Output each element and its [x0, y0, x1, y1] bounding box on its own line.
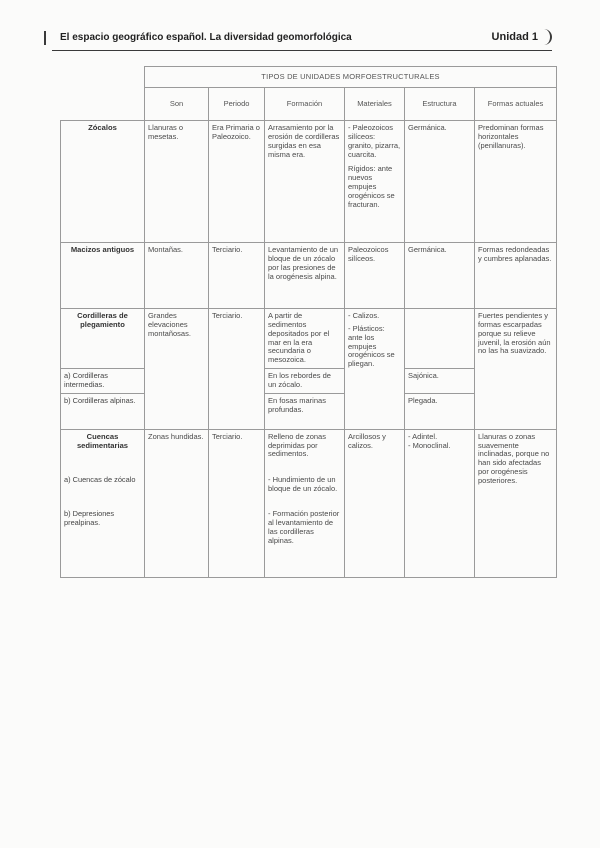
group-title: TIPOS DE UNIDADES MORFOESTRUCTURALES [145, 67, 557, 88]
cell-cuencas-periodo: Terciario. [209, 429, 265, 577]
row-label-cuencas-zocalo: a) Cuencas de zócalo [61, 473, 145, 507]
col-header-formacion: Formación [265, 88, 345, 121]
col-header-formas: Formas actuales [475, 88, 557, 121]
cell-cuencas-formacion: Relleno de zonas deprimidas por sedimentos. [265, 429, 345, 473]
cell-alpinas-formacion: En fosas marinas profundas. [265, 393, 345, 429]
page-header [52, 28, 552, 51]
group-header-row [61, 67, 557, 88]
cell-zocalos-estructura: Germánica. [405, 121, 475, 243]
morphostructure-table-container [60, 66, 556, 578]
cell-cuencas-son: Zonas hundidas. [145, 429, 209, 577]
cell-zocalos-son: Llanuras o mesetas. [145, 121, 209, 243]
row-label-macizos: Macizos antiguos [61, 243, 145, 309]
cell-zocalos-periodo: Era Primaria o Paleozoico. [209, 121, 265, 243]
page-title: El espacio geográfico español. La diversidad geomorfológica [60, 32, 352, 43]
table-row-cuencas [61, 429, 557, 473]
cell-macizos-formacion: Levantamiento de un bloque de un zócalo por las presiones de la orogénesis alpina. [265, 243, 345, 309]
cell-intermedias-estructura: Sajónica. [405, 369, 475, 394]
cell-macizos-periodo: Terciario. [209, 243, 265, 309]
table-row-macizos [61, 243, 557, 309]
header-bracket-mark [44, 31, 49, 45]
header-curl-mark [542, 29, 552, 45]
cell-cuencas-estructura [405, 429, 475, 577]
cell-macizos-estructura: Germánica. [405, 243, 475, 309]
cell-cordilleras-formas: Fuertes pendientes y formas escarpadas porque su relieve juvenil, la erosión aún no las ha suavizado. [475, 309, 557, 430]
cell-zocalos-formacion: Arrasamiento por la erosión de cordilleras surgidas en esa misma era. [265, 121, 345, 243]
row-label-depresiones-prealpinas: b) Depresiones prealpinas. [61, 507, 145, 577]
cell-cuencas-formas: Llanuras o zonas suavemente inclinadas, porque no han sido afectadas por orogénesis posteriores. [475, 429, 557, 577]
cell-zocalos-formas: Predominan formas horizontales (penillanuras). [475, 121, 557, 243]
cell-macizos-son: Montañas. [145, 243, 209, 309]
cell-cordilleras-formacion: A partir de sedimentos depositados por el mar en la era secundaria o mesozoica. [265, 309, 345, 369]
estructura-cuencas-2: - Monoclinal. [408, 440, 451, 450]
cell-cordilleras-periodo: Terciario. [209, 309, 265, 430]
cell-cuencas-materiales: Arcillosos y calizos. [345, 429, 405, 577]
table-row-cordilleras [61, 309, 557, 369]
cell-cordilleras-materiales [345, 309, 405, 430]
col-header-materiales: Materiales [345, 88, 405, 121]
cell-cuencas-zocalo-formacion: - Hundimiento de un bloque de un zócalo. [265, 473, 345, 507]
materiales-cordilleras-1: - Calizos. [348, 311, 380, 320]
col-header-son: Son [145, 88, 209, 121]
cell-macizos-formas: Formas redondeadas y cumbres aplanadas. [475, 243, 557, 309]
estructura-cuencas-1: - Adintel. [408, 431, 438, 441]
row-label-cordilleras-alpinas: b) Cordilleras alpinas. [61, 393, 145, 429]
row-label-cordilleras: Cordilleras de plegamiento [61, 309, 145, 369]
unit-label: Unidad 1 [491, 31, 538, 43]
row-label-cordilleras-intermedias: a) Cordilleras intermedias. [61, 369, 145, 394]
row-label-zocalos: Zócalos [61, 121, 145, 243]
col-header-estructura: Estructura [405, 88, 475, 121]
morphostructure-table [60, 66, 557, 578]
cell-zocalos-materiales [345, 121, 405, 243]
materiales-zocalos-1: - Paleozoicos silíceos: granito, pizarra, cuarcita. [348, 123, 401, 159]
materiales-zocalos-2: Rígidos: ante nuevos empujes orogénicos se fracturan. [348, 164, 395, 209]
row-label-cuencas: Cuencas sedimentarias [61, 429, 145, 473]
table-row-zocalos [61, 121, 557, 243]
cell-cordilleras-son: Grandes elevaciones montañosas. [145, 309, 209, 430]
cell-prealpinas-formacion: - Formación posterior al levantamiento de las cordilleras alpinas. [265, 507, 345, 577]
materiales-cordilleras-2: - Plásticos: ante los empujes orogénicos se pliegan. [348, 323, 395, 369]
cell-macizos-materiales: Paleozoicos silíceos. [345, 243, 405, 309]
table-corner [61, 67, 145, 121]
cell-cordilleras-estructura [405, 309, 475, 369]
cell-alpinas-estructura: Plegada. [405, 393, 475, 429]
col-header-periodo: Periodo [209, 88, 265, 121]
cell-intermedias-formacion: En los rebordes de un zócalo. [265, 369, 345, 394]
